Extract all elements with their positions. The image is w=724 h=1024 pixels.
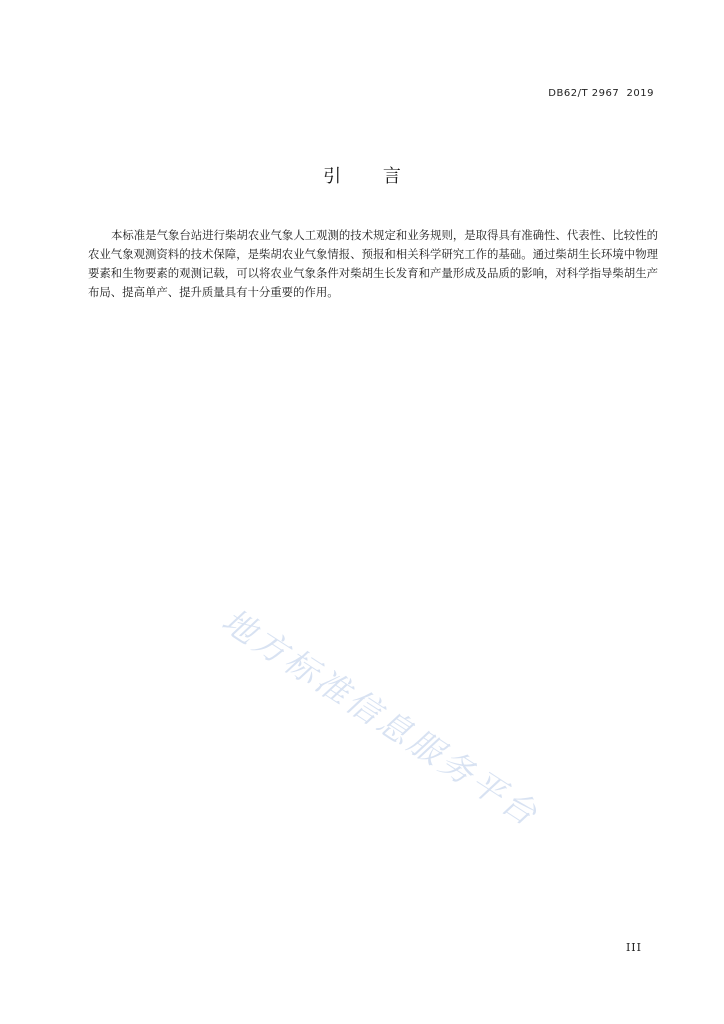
page-number: III <box>625 941 642 954</box>
watermark: 地方标准信息服务平台 <box>215 600 547 835</box>
page-title: 引 言 <box>323 166 419 187</box>
intro-paragraph: 本标准是气象台站进行柴胡农业气象人工观测的技术规定和业务规则，是取得具有准确性、代表性、比较性的农业气象观测资料的技术保障，是柴胡农业气象情报、预报和相关科学研究工作的基础。通过柴胡生长环境中物理要素和生物要素的观测记载，可以将农业气象条件对柴胡生长发育和产量形成及品质的影响，对科学指导柴胡生产布局、提高单产、提升质量具有十分重要的作用。 <box>88 228 658 299</box>
document-code: DB62/T 2967 2019 <box>548 88 654 99</box>
